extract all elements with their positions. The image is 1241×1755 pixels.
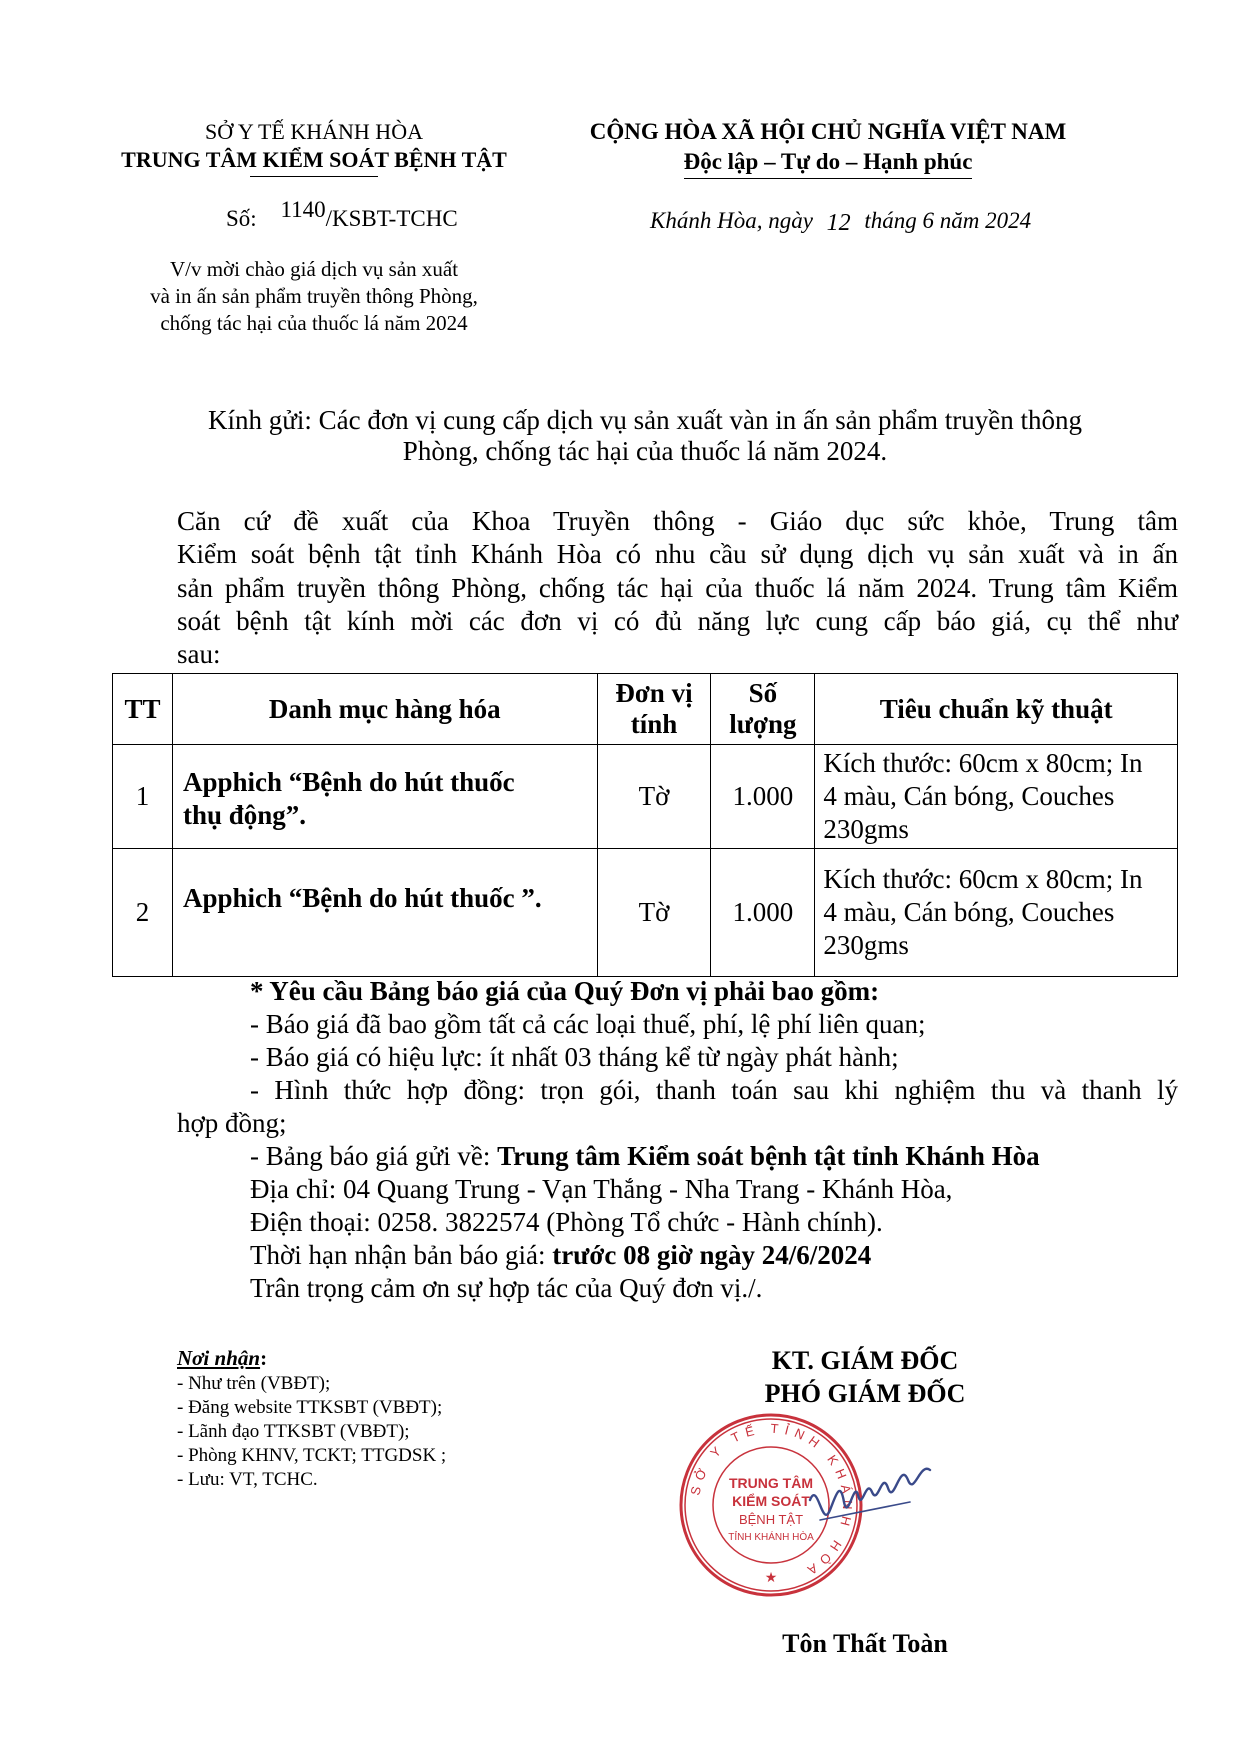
- nation-title: CỘNG HÒA XÃ HỘI CHỦ NGHĨA VIỆT NAM: [589, 119, 1067, 144]
- agency-underline: [250, 176, 378, 177]
- cell-item-line: Apphich “Bệnh do hút thuốc ”.: [182, 883, 542, 913]
- cell-tt: 2: [113, 849, 173, 977]
- cell-unit: Tờ: [597, 745, 711, 849]
- col-header-unit: [597, 674, 711, 745]
- signature-line: PHÓ GIÁM ĐỐC: [764, 1379, 966, 1408]
- subject-line: và in ấn sản phẩm truyền thông Phòng,: [150, 284, 478, 308]
- col-header-qty-line: Số: [748, 678, 778, 708]
- signer-name: Tôn Thất Toàn: [782, 1629, 948, 1658]
- intro-line-3: sản phẩm truyền thông Phòng, chống tác hại của thuốc lá năm 2024. Trung tâm Kiểm: [177, 573, 1178, 603]
- requirement-item: [250, 1141, 1040, 1172]
- recipient-line: Kính gửi: Các đơn vị cung cấp dịch vụ sản xuất vàn in ấn sản phẩm truyền thông: [208, 405, 1082, 435]
- thanks: Trân trọng cảm ơn sự hợp tác của Quý đơn vị./.: [250, 1273, 763, 1303]
- list-item: - Lãnh đạo TTKSBT (VBĐT);: [177, 1421, 410, 1442]
- number-label: Số:: [226, 206, 257, 231]
- cell-spec-line: Kích thước: 60cm x 80cm; In: [823, 748, 1143, 778]
- stamp-ring-text: SỞ Y TẾ TỈNH KHÁNH HÒA: [687, 1420, 856, 1581]
- col-header-unit-line: Đơn vị: [615, 678, 693, 708]
- document-number: [226, 197, 458, 232]
- recipients-title: Nơi nhận:: [177, 1346, 268, 1370]
- cell-spec: [815, 849, 1178, 977]
- recipients-title-text: Nơi nhận: [177, 1346, 261, 1370]
- subject-line: chống tác hại của thuốc lá năm 2024: [160, 311, 468, 335]
- cell-item: [172, 745, 597, 849]
- address: Địa chỉ: 04 Quang Trung - Vạn Thắng - Nha Trang - Khánh Hòa,: [250, 1174, 953, 1204]
- motto: [548, 147, 1108, 179]
- deadline-value: trước 08 giờ ngày 24/6/2024: [552, 1240, 872, 1270]
- signature-title: [700, 1344, 1030, 1410]
- number-value: 1140: [280, 197, 326, 222]
- requirements-title: * Yêu cầu Bảng báo giá của Quý Đơn vị phải bao gồm:: [250, 976, 880, 1006]
- agency-name-text: TRUNG TÂM KIỂM SOÁT BỆNH TẬT: [121, 147, 507, 172]
- phone: Điện thoại: 0258. 3822574 (Phòng Tổ chức - Hành chính).: [250, 1207, 883, 1237]
- cell-item-line: thụ động”.: [182, 799, 307, 830]
- agency-block: [100, 118, 528, 177]
- table-row: [113, 849, 1178, 977]
- cell-spec-line: 230gms: [823, 930, 909, 960]
- stamp-line: TỈNH KHÁNH HÒA: [728, 1532, 814, 1543]
- list-item: - Lưu: VT, TCHC.: [177, 1469, 318, 1490]
- col-header-unit-line: tính: [630, 709, 678, 739]
- motto-text: Độc lập – Tự do – Hạnh phúc: [684, 147, 973, 179]
- intro-line-2: Kiểm soát bệnh tật tỉnh Khánh Hòa có nhu cầu sử dụng dịch vụ sản xuất và in ấn: [177, 539, 1178, 569]
- col-header-qty: [711, 674, 815, 745]
- cell-item: [172, 849, 597, 977]
- send-to-org: Trung tâm Kiểm soát bệnh tật tỉnh Khánh Hòa: [497, 1141, 1040, 1171]
- recipient-block: [112, 405, 1178, 467]
- stamp-line: TRUNG TÂM: [729, 1475, 813, 1491]
- table-header-row: [113, 674, 1178, 745]
- agency-name: [100, 146, 528, 175]
- date-line: [650, 208, 1031, 235]
- subject-line: V/v mời chào giá dịch vụ sản xuất: [169, 257, 459, 281]
- subject-block: [100, 256, 528, 337]
- nation-block: [548, 117, 1108, 179]
- number-suffix: /KSBT-TCHC: [325, 206, 458, 231]
- requirement-item: - Báo giá đã bao gồm tất cả các loại thuế, phí, lệ phí liên quan;: [250, 1009, 926, 1039]
- intro-line-4: soát bệnh tật kính mời các đơn vị có đủ năng lực cung cấp báo giá, cụ thể như: [177, 606, 1178, 636]
- date-prefix: Khánh Hòa, ngày: [650, 208, 813, 233]
- goods-table: [112, 673, 1178, 977]
- list-item: - Như trên (VBĐT);: [177, 1373, 331, 1394]
- cell-spec-line: 230gms: [823, 814, 909, 844]
- cell-spec-line: Kích thước: 60cm x 80cm; In: [823, 864, 1143, 894]
- cell-qty: 1.000: [711, 849, 815, 977]
- stamp-line: BỆNH TẬT: [738, 1512, 804, 1527]
- col-header-spec: Tiêu chuẩn kỹ thuật: [815, 674, 1178, 745]
- date-day: 12: [826, 210, 851, 236]
- recipients-list: [177, 1344, 446, 1492]
- agency-parent: SỞ Y TẾ KHÁNH HÒA: [205, 119, 423, 144]
- cell-item-line: Apphich “Bệnh do hút thuốc: [182, 766, 515, 797]
- cell-spec-line: 4 màu, Cán bóng, Couches: [823, 781, 1115, 811]
- col-header-item: Danh mục hàng hóa: [172, 674, 597, 745]
- date-suffix: tháng 6 năm 2024: [864, 208, 1032, 233]
- send-to-prefix: - Bảng báo giá gửi về:: [250, 1141, 498, 1171]
- requirement-item: - Báo giá có hiệu lực: ít nhất 03 tháng kể từ ngày phát hành;: [250, 1042, 899, 1072]
- recipient-line: Phòng, chống tác hại của thuốc lá năm 2024.: [402, 436, 888, 466]
- list-item: - Đăng website TTKSBT (VBĐT);: [177, 1397, 443, 1418]
- cell-tt: 1: [113, 745, 173, 849]
- table-row: [113, 745, 1178, 849]
- requirement-item-cont: hợp đồng;: [177, 1108, 287, 1138]
- list-item: - Phòng KHNV, TCKT; TTGDSK ;: [177, 1445, 447, 1466]
- stamp-line: KIỂM SOÁT: [732, 1493, 810, 1509]
- intro-line-1: Căn cứ đề xuất của Khoa Truyền thông - Giáo dục sức khỏe, Trung tâm: [177, 506, 1178, 536]
- cell-spec-line: 4 màu, Cán bóng, Couches: [823, 897, 1115, 927]
- handwritten-signature: [800, 1440, 940, 1550]
- stamp-star-icon: ★: [764, 1571, 778, 1586]
- signature-line: KT. GIÁM ĐỐC: [771, 1346, 959, 1375]
- requirement-item: - Hình thức hợp đồng: trọn gói, thanh toán sau khi nghiệm thu và thanh lý: [250, 1075, 1178, 1105]
- cell-unit: Tờ: [597, 849, 711, 977]
- col-header-qty-line: lượng: [729, 709, 797, 739]
- col-header-tt: TT: [113, 674, 173, 745]
- intro-line-5: sau:: [177, 639, 221, 669]
- cell-qty: 1.000: [711, 745, 815, 849]
- deadline: [250, 1240, 871, 1271]
- cell-spec: [815, 745, 1178, 849]
- deadline-prefix: Thời hạn nhận bản báo giá:: [250, 1240, 553, 1270]
